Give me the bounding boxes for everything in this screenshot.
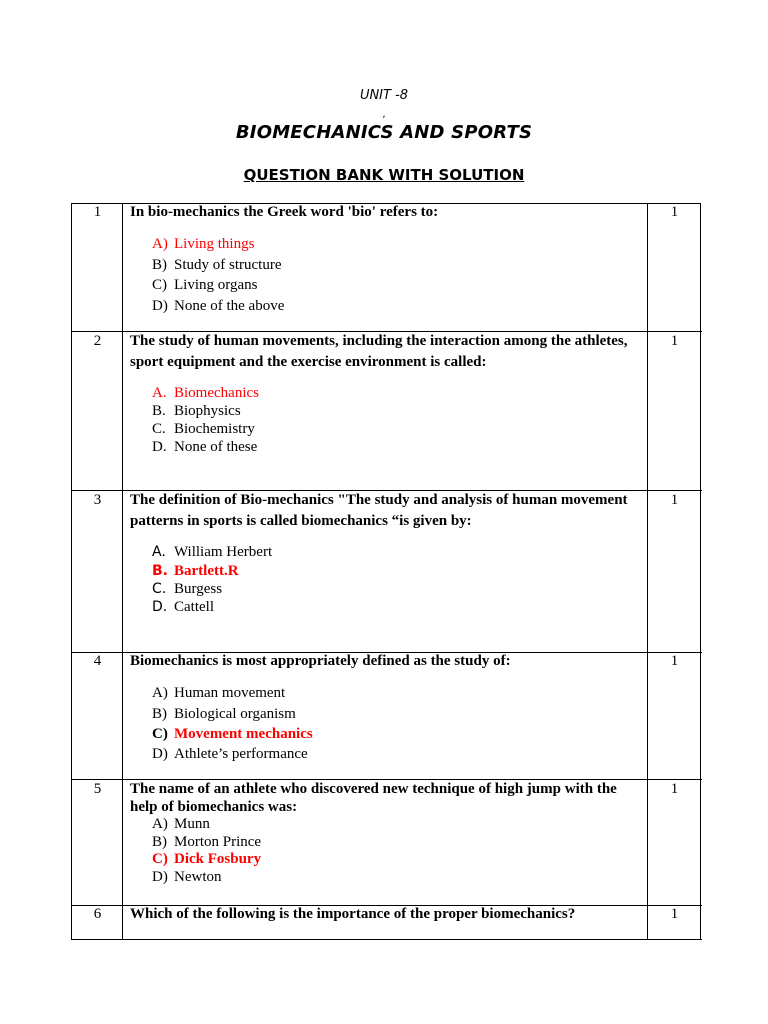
- question-text: Which of the following is the importance of the proper biomechanics?: [130, 906, 576, 922]
- document-subtitle: QUESTION BANK WITH SOLUTION: [243, 166, 525, 184]
- question-marks: 1: [670, 653, 679, 669]
- question-number: 4: [93, 653, 102, 669]
- option-a: A) Human movement: [152, 685, 286, 701]
- table-bottom-border: [71, 939, 702, 940]
- question-text: Biomechanics is most appropriately defined as the study of:: [130, 653, 511, 669]
- option-d: D) Newton: [152, 869, 222, 885]
- option-b: B) Study of structure: [152, 257, 282, 273]
- option-c: C) Movement mechanics: [152, 726, 313, 742]
- question-number: 1: [93, 204, 102, 220]
- option-a: A. Biomechanics: [152, 385, 259, 401]
- stray-comma: ,: [382, 109, 386, 120]
- question-marks: 1: [670, 333, 679, 349]
- option-a: A) Living things: [152, 236, 255, 252]
- question-text: In bio-mechanics the Greek word 'bio' refers to:: [130, 204, 439, 220]
- option-d: D) None of the above: [152, 298, 285, 314]
- question-text: The name of an athlete who discovered new technique of high jump with the help of biomechanics was:: [130, 781, 617, 815]
- question-marks: 1: [670, 492, 679, 508]
- column-divider-number: [122, 203, 123, 939]
- question-number: 5: [93, 781, 102, 797]
- option-c: C) Living organs: [152, 277, 258, 293]
- column-divider-marks: [647, 203, 648, 939]
- option-a: A) Munn: [152, 816, 210, 832]
- option-c: C. Burgess: [152, 581, 223, 597]
- option-b: B. Biophysics: [152, 403, 241, 419]
- option-c: C. Biochemistry: [152, 421, 255, 437]
- question-text: The study of human movements, including the interaction among the athletes, sport equipment and the exercise environment is called:: [130, 333, 628, 370]
- option-b: B) Biological organism: [152, 706, 296, 722]
- question-marks: 1: [670, 781, 679, 797]
- question-marks: 1: [670, 906, 679, 922]
- question-number: 2: [93, 333, 102, 349]
- document-title: BIOMECHANICS AND SPORTS: [235, 122, 533, 143]
- option-c: C) Dick Fosbury: [152, 851, 262, 867]
- question-text: The definition of Bio-mechanics "The study and analysis of human movement patterns in sports is called biomechanics “is given by:: [130, 492, 628, 529]
- option-d: D) Athlete’s performance: [152, 746, 308, 762]
- option-d: D. Cattell: [152, 599, 214, 615]
- question-number: 6: [93, 906, 102, 922]
- option-b: B. Bartlett.R: [152, 563, 239, 579]
- question-number: 3: [93, 492, 102, 508]
- option-d: D. None of these: [152, 439, 258, 455]
- option-a: A. William Herbert: [152, 544, 273, 560]
- question-marks: 1: [670, 204, 679, 220]
- option-b: B) Morton Prince: [152, 834, 262, 850]
- unit-heading: UNIT -8: [359, 88, 409, 103]
